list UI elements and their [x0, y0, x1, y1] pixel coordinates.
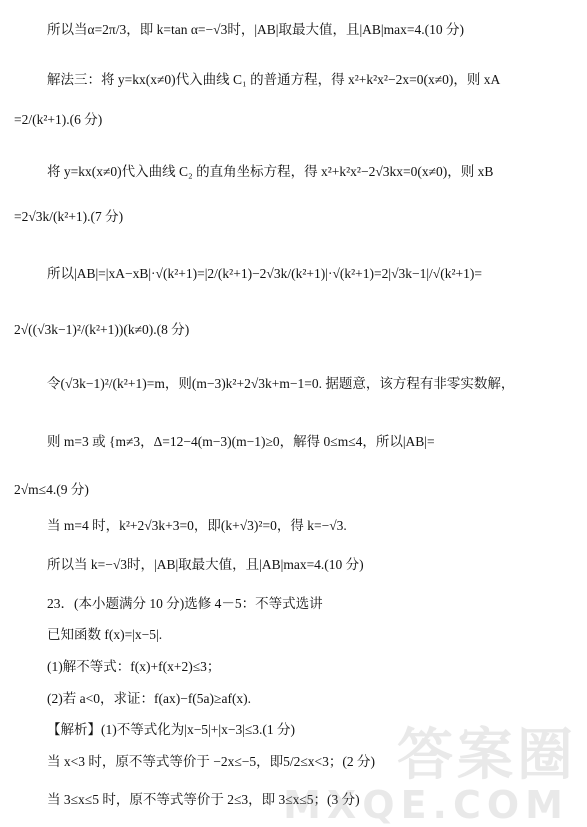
text-line: 【解析】(1)不等式化为|x−5|+|x−3|≤3.(1 分)	[47, 722, 296, 737]
text-line: 所以当 k=−√3时，|AB|取最大值，且|AB|max=4.(10 分)	[47, 557, 364, 572]
text-line: =2/(k²+1).(6 分)	[14, 112, 103, 127]
text-line: 解法三：将 y=kx(x≠0)代入曲线 C₁ 的普通方程，得 x²+k²x²−2x=0(x≠0)，则 xA	[47, 72, 501, 87]
text-line: 当 m=4 时，k²+2√3k+3=0，即(k+√3)²=0，得 k=−√3.	[47, 518, 347, 533]
text-line: =2√3k/(k²+1).(7 分)	[14, 209, 124, 224]
text-line: 当 3≤x≤5 时，原不等式等价于 2≤3，即 3≤x≤5；(3 分)	[47, 792, 360, 807]
text-line: 令(√3k−1)²/(k²+1)=m，则(m−3)k²+2√3k+m−1=0. 据题意，该方程有非零实数解，	[47, 376, 515, 391]
text-line: 2√m≤4.(9 分)	[14, 482, 89, 497]
text-line: 所以当α=2π/3，即 k=tan α=−√3时，|AB|取最大值，且|AB|max=4.(10 分)	[47, 22, 464, 37]
text-line: 2√((√3k−1)²/(k²+1))(k≠0).(8 分)	[14, 322, 190, 337]
watermark-logo: 答案圈	[397, 723, 577, 788]
text-line: 23．(本小题满分 10 分)选修 4－5：不等式选讲	[47, 596, 323, 611]
text-line: 已知函数 f(x)=|x−5|.	[47, 627, 163, 642]
text-line: 则 m=3 或 {m≠3，Δ=12−4(m−3)(m−1)≥0，解得 0≤m≤4，所以|AB|=	[47, 434, 435, 449]
watermark-url: MXQE.COM	[283, 783, 569, 827]
text-line: (1)解不等式：f(x)+f(x+2)≤3；	[47, 659, 221, 674]
text-line: 所以|AB|=|xA−xB|·√(k²+1)=|2/(k²+1)−2√3k/(k²+1)|·√(k²+1)=2|√3k−1|/√(k²+1)=	[47, 266, 482, 281]
text-line: (2)若 a<0，求证：f(ax)−f(5a)≥af(x).	[47, 691, 252, 706]
text-line: 将 y=kx(x≠0)代入曲线 C₂ 的直角坐标方程，得 x²+k²x²−2√3kx=0(x≠0)，则 xB	[47, 164, 494, 179]
text-line: 当 x<3 时，原不等式等价于 −2x≤−5，即5/2≤x<3；(2 分)	[47, 754, 376, 769]
